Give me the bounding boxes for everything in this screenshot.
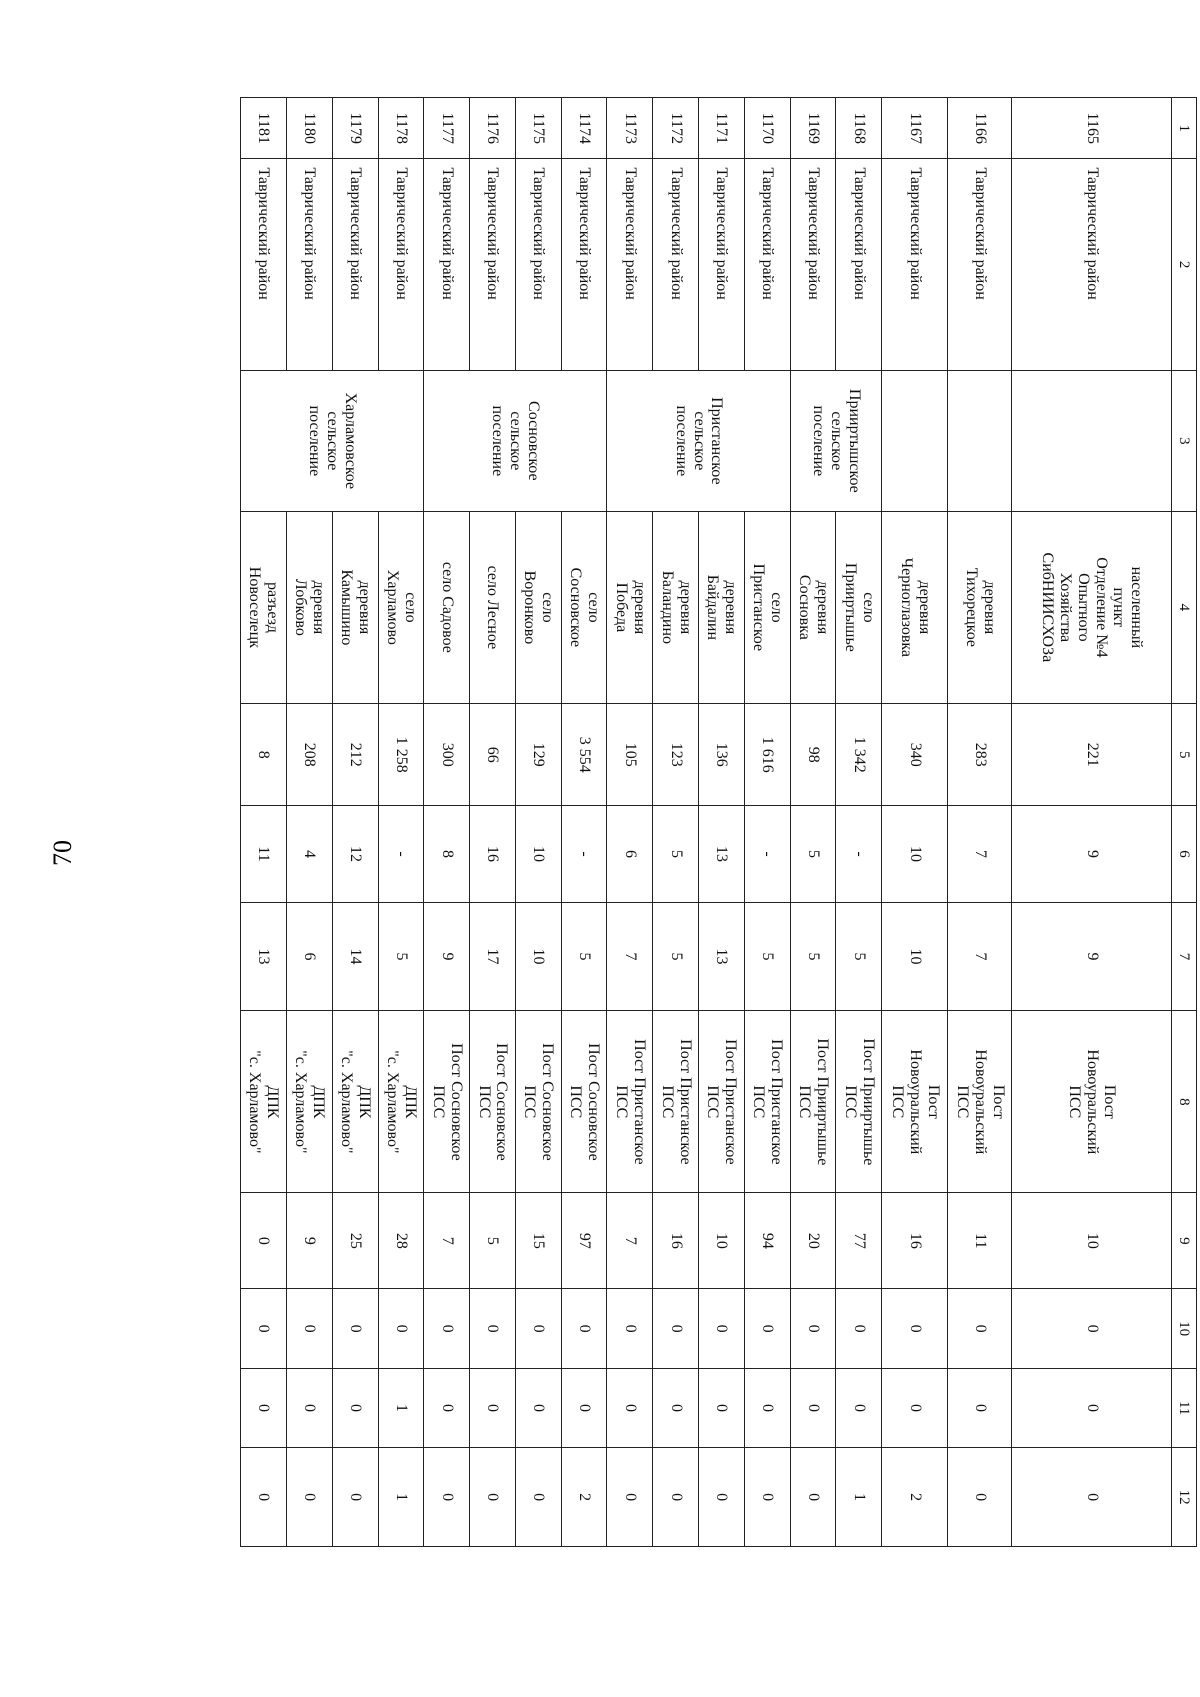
row-number-cell: 1173 xyxy=(607,98,653,159)
value-cell: 1 xyxy=(836,1448,882,1547)
station-cell: Пост Новоуральский ПСС xyxy=(1012,1011,1172,1193)
column-header: 11 xyxy=(1172,1368,1197,1447)
locality-cell: село Лесное xyxy=(470,511,516,703)
value-cell: 28 xyxy=(378,1193,424,1289)
district-cell: Таврический район xyxy=(378,159,424,370)
column-header: 1 xyxy=(1172,98,1197,159)
value-cell: 97 xyxy=(561,1193,607,1289)
value-cell: 0 xyxy=(744,1289,790,1368)
data-table xyxy=(240,97,1197,1547)
table-row xyxy=(699,98,745,1547)
value-cell: 0 xyxy=(332,1448,378,1547)
table-row xyxy=(948,98,1012,1547)
value-cell: 0 xyxy=(1012,1289,1172,1368)
settlement-cell xyxy=(948,370,1012,511)
station-cell: Пост Прииртышье ПСС xyxy=(790,1011,836,1193)
table-row xyxy=(744,98,790,1547)
rotated-table-container xyxy=(240,97,1197,1547)
locality-cell: село Садовое xyxy=(424,511,470,703)
value-cell: 2 xyxy=(882,1448,948,1547)
population-cell: 340 xyxy=(882,703,948,805)
row-number-cell: 1165 xyxy=(1012,98,1172,159)
value-cell: 5 xyxy=(653,806,699,902)
value-cell: 9 xyxy=(286,1193,332,1289)
value-cell: 0 xyxy=(882,1368,948,1447)
column-header: 3 xyxy=(1172,370,1197,511)
table-row xyxy=(332,98,378,1547)
value-cell: 6 xyxy=(286,902,332,1011)
station-cell: ДПК "с. Харламово" xyxy=(378,1011,424,1193)
value-cell: 5 xyxy=(378,902,424,1011)
row-number-cell: 1168 xyxy=(836,98,882,159)
value-cell: 5 xyxy=(653,902,699,1011)
value-cell: 0 xyxy=(378,1289,424,1368)
district-cell: Таврический район xyxy=(882,159,948,370)
value-cell: 0 xyxy=(286,1448,332,1547)
district-cell: Таврический район xyxy=(515,159,561,370)
value-cell: 6 xyxy=(607,806,653,902)
value-cell: 0 xyxy=(882,1289,948,1368)
value-cell: 9 xyxy=(424,902,470,1011)
value-cell: 0 xyxy=(790,1289,836,1368)
table-row xyxy=(882,98,948,1547)
settlement-cell: Сосновское сельское поселение xyxy=(424,370,607,511)
table-row xyxy=(378,98,424,1547)
row-number-cell: 1166 xyxy=(948,98,1012,159)
value-cell: - xyxy=(378,806,424,902)
population-cell: 105 xyxy=(607,703,653,805)
value-cell: 0 xyxy=(744,1368,790,1447)
value-cell: 10 xyxy=(882,806,948,902)
district-cell: Таврический район xyxy=(1012,159,1172,370)
locality-cell: разъезд Новоселецк xyxy=(241,511,287,703)
value-cell: 0 xyxy=(653,1289,699,1368)
value-cell: 0 xyxy=(790,1368,836,1447)
station-cell: Пост Пристанское ПСС xyxy=(699,1011,745,1193)
table-row xyxy=(561,98,607,1547)
value-cell: 0 xyxy=(744,1448,790,1547)
value-cell: 0 xyxy=(653,1368,699,1447)
value-cell: 0 xyxy=(836,1289,882,1368)
value-cell: 0 xyxy=(424,1289,470,1368)
district-cell: Таврический район xyxy=(699,159,745,370)
station-cell: Пост Прииртышье ПСС xyxy=(836,1011,882,1193)
value-cell: 0 xyxy=(332,1289,378,1368)
locality-cell: деревня Победа xyxy=(607,511,653,703)
column-header: 8 xyxy=(1172,1011,1197,1193)
table-row xyxy=(424,98,470,1547)
column-header: 2 xyxy=(1172,159,1197,370)
row-number-cell: 1179 xyxy=(332,98,378,159)
row-number-cell: 1171 xyxy=(699,98,745,159)
locality-cell: деревня Байдалин xyxy=(699,511,745,703)
row-number-cell: 1180 xyxy=(286,98,332,159)
value-cell: 1 xyxy=(378,1448,424,1547)
district-cell: Таврический район xyxy=(653,159,699,370)
population-cell: 8 xyxy=(241,703,287,805)
value-cell: 5 xyxy=(561,902,607,1011)
value-cell: - xyxy=(744,806,790,902)
locality-cell: деревня Сосновка xyxy=(790,511,836,703)
column-header: 6 xyxy=(1172,806,1197,902)
value-cell: 0 xyxy=(286,1289,332,1368)
settlement-cell: Пристанское сельское поселение xyxy=(607,370,790,511)
value-cell: 0 xyxy=(332,1368,378,1447)
value-cell: 16 xyxy=(882,1193,948,1289)
value-cell: 13 xyxy=(241,902,287,1011)
district-cell: Таврический район xyxy=(561,159,607,370)
population-cell: 283 xyxy=(948,703,1012,805)
station-cell: Пост Пристанское ПСС xyxy=(653,1011,699,1193)
value-cell: 0 xyxy=(1012,1448,1172,1547)
population-cell: 221 xyxy=(1012,703,1172,805)
station-cell: Пост Сосновское ПСС xyxy=(470,1011,516,1193)
page-number: 70 xyxy=(48,840,77,866)
settlement-cell xyxy=(882,370,948,511)
value-cell: 94 xyxy=(744,1193,790,1289)
value-cell: 4 xyxy=(286,806,332,902)
value-cell: 25 xyxy=(332,1193,378,1289)
row-number-cell: 1169 xyxy=(790,98,836,159)
locality-cell: населенный пункт Отделение №4 Опытного Хозяйства СибНИИСХОЗа xyxy=(1012,511,1172,703)
value-cell: 0 xyxy=(653,1448,699,1547)
row-number-cell: 1181 xyxy=(241,98,287,159)
station-cell: Пост Пристанское ПСС xyxy=(744,1011,790,1193)
locality-cell: деревня Черноглазовка xyxy=(882,511,948,703)
value-cell: 10 xyxy=(515,806,561,902)
value-cell: 7 xyxy=(607,1193,653,1289)
row-number-cell: 1178 xyxy=(378,98,424,159)
population-cell: 3 554 xyxy=(561,703,607,805)
value-cell: 13 xyxy=(699,902,745,1011)
station-cell: Пост Сосновское ПСС xyxy=(515,1011,561,1193)
settlement-cell: Харламовское сельское поселение xyxy=(241,370,424,511)
table-row xyxy=(1012,98,1172,1547)
column-header: 12 xyxy=(1172,1448,1197,1547)
value-cell: 8 xyxy=(424,806,470,902)
row-number-cell: 1172 xyxy=(653,98,699,159)
value-cell: - xyxy=(561,806,607,902)
value-cell: 17 xyxy=(470,902,516,1011)
value-cell: 0 xyxy=(948,1368,1012,1447)
value-cell: - xyxy=(836,806,882,902)
table-row xyxy=(241,98,287,1547)
station-cell: Пост Пристанское ПСС xyxy=(607,1011,653,1193)
value-cell: 7 xyxy=(948,902,1012,1011)
value-cell: 0 xyxy=(948,1289,1012,1368)
value-cell: 0 xyxy=(470,1289,516,1368)
population-cell: 300 xyxy=(424,703,470,805)
value-cell: 12 xyxy=(332,806,378,902)
district-cell: Таврический район xyxy=(790,159,836,370)
station-cell: ДПК "с. Харламово" xyxy=(332,1011,378,1193)
column-header: 9 xyxy=(1172,1193,1197,1289)
value-cell: 0 xyxy=(470,1448,516,1547)
value-cell: 0 xyxy=(424,1448,470,1547)
value-cell: 7 xyxy=(948,806,1012,902)
value-cell: 0 xyxy=(607,1448,653,1547)
value-cell: 5 xyxy=(790,806,836,902)
population-cell: 129 xyxy=(515,703,561,805)
value-cell: 0 xyxy=(607,1289,653,1368)
value-cell: 16 xyxy=(653,1193,699,1289)
value-cell: 16 xyxy=(470,806,516,902)
population-cell: 98 xyxy=(790,703,836,805)
value-cell: 9 xyxy=(1012,902,1172,1011)
row-number-cell: 1176 xyxy=(470,98,516,159)
station-cell: Пост Новоуральский ПСС xyxy=(882,1011,948,1193)
value-cell: 10 xyxy=(882,902,948,1011)
population-cell: 1 616 xyxy=(744,703,790,805)
value-cell: 0 xyxy=(561,1368,607,1447)
value-cell: 0 xyxy=(241,1448,287,1547)
station-cell: Пост Сосновское ПСС xyxy=(561,1011,607,1193)
row-number-cell: 1174 xyxy=(561,98,607,159)
settlement-cell: Прииртышское сельское поселение xyxy=(790,370,882,511)
locality-cell: деревня Лобково xyxy=(286,511,332,703)
value-cell: 20 xyxy=(790,1193,836,1289)
table-row xyxy=(836,98,882,1547)
table-row xyxy=(470,98,516,1547)
value-cell: 5 xyxy=(744,902,790,1011)
table-header-row xyxy=(1172,98,1197,1547)
district-cell: Таврический район xyxy=(332,159,378,370)
row-number-cell: 1175 xyxy=(515,98,561,159)
population-cell: 66 xyxy=(470,703,516,805)
value-cell: 10 xyxy=(699,1193,745,1289)
value-cell: 5 xyxy=(470,1193,516,1289)
value-cell: 0 xyxy=(561,1289,607,1368)
value-cell: 7 xyxy=(424,1193,470,1289)
value-cell: 0 xyxy=(699,1368,745,1447)
value-cell: 0 xyxy=(424,1368,470,1447)
locality-cell: село Пристанское xyxy=(744,511,790,703)
district-cell: Таврический район xyxy=(470,159,516,370)
population-cell: 123 xyxy=(653,703,699,805)
locality-cell: деревня Тихорецкое xyxy=(948,511,1012,703)
value-cell: 0 xyxy=(515,1289,561,1368)
value-cell: 0 xyxy=(607,1368,653,1447)
district-cell: Таврический район xyxy=(836,159,882,370)
value-cell: 0 xyxy=(515,1448,561,1547)
locality-cell: деревня Камышино xyxy=(332,511,378,703)
value-cell: 0 xyxy=(948,1448,1012,1547)
row-number-cell: 1177 xyxy=(424,98,470,159)
column-header: 7 xyxy=(1172,902,1197,1011)
population-cell: 136 xyxy=(699,703,745,805)
column-header: 10 xyxy=(1172,1289,1197,1368)
station-cell: ДПК "с. Харламово" xyxy=(241,1011,287,1193)
value-cell: 14 xyxy=(332,902,378,1011)
locality-cell: село Воронково xyxy=(515,511,561,703)
population-cell: 208 xyxy=(286,703,332,805)
population-cell: 1 342 xyxy=(836,703,882,805)
value-cell: 0 xyxy=(699,1448,745,1547)
locality-cell: деревня Баландино xyxy=(653,511,699,703)
column-header: 4 xyxy=(1172,511,1197,703)
district-cell: Таврический район xyxy=(424,159,470,370)
value-cell: 5 xyxy=(790,902,836,1011)
value-cell: 13 xyxy=(699,806,745,902)
value-cell: 0 xyxy=(790,1448,836,1547)
value-cell: 0 xyxy=(470,1368,516,1447)
table-row xyxy=(515,98,561,1547)
row-number-cell: 1170 xyxy=(744,98,790,159)
locality-cell: село Харламово xyxy=(378,511,424,703)
value-cell: 7 xyxy=(607,902,653,1011)
value-cell: 0 xyxy=(836,1368,882,1447)
value-cell: 5 xyxy=(836,902,882,1011)
value-cell: 1 xyxy=(378,1368,424,1447)
district-cell: Таврический район xyxy=(241,159,287,370)
locality-cell: село Прииртышье xyxy=(836,511,882,703)
value-cell: 77 xyxy=(836,1193,882,1289)
value-cell: 15 xyxy=(515,1193,561,1289)
table-row xyxy=(286,98,332,1547)
locality-cell: село Сосновское xyxy=(561,511,607,703)
value-cell: 0 xyxy=(241,1289,287,1368)
value-cell: 10 xyxy=(515,902,561,1011)
table-row xyxy=(790,98,836,1547)
value-cell: 11 xyxy=(241,806,287,902)
table-row xyxy=(607,98,653,1547)
value-cell: 0 xyxy=(241,1193,287,1289)
value-cell: 0 xyxy=(241,1368,287,1447)
district-cell: Таврический район xyxy=(744,159,790,370)
value-cell: 0 xyxy=(515,1368,561,1447)
column-header: 5 xyxy=(1172,703,1197,805)
station-cell: Пост Новоуральский ПСС xyxy=(948,1011,1012,1193)
value-cell: 0 xyxy=(286,1368,332,1447)
station-cell: Пост Сосновское ПСС xyxy=(424,1011,470,1193)
row-number-cell: 1167 xyxy=(882,98,948,159)
value-cell: 11 xyxy=(948,1193,1012,1289)
value-cell: 9 xyxy=(1012,806,1172,902)
settlement-cell xyxy=(1012,370,1172,511)
population-cell: 1 258 xyxy=(378,703,424,805)
district-cell: Таврический район xyxy=(607,159,653,370)
station-cell: ДПК "с. Харламово" xyxy=(286,1011,332,1193)
value-cell: 0 xyxy=(1012,1368,1172,1447)
value-cell: 10 xyxy=(1012,1193,1172,1289)
population-cell: 212 xyxy=(332,703,378,805)
value-cell: 2 xyxy=(561,1448,607,1547)
value-cell: 0 xyxy=(699,1289,745,1368)
table-row xyxy=(653,98,699,1547)
district-cell: Таврический район xyxy=(948,159,1012,370)
district-cell: Таврический район xyxy=(286,159,332,370)
